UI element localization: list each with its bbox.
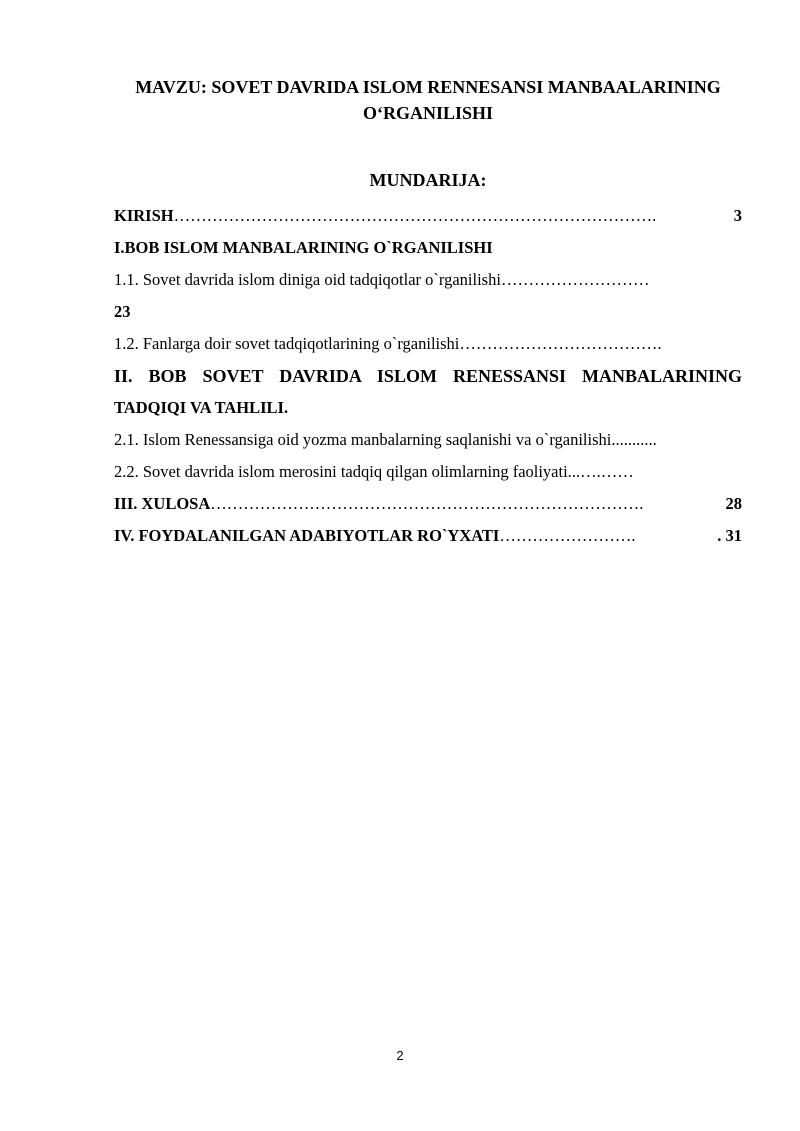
toc-entry-adabiyotlar[interactable]	[114, 520, 742, 552]
toc-entry-label: III. XULOSA	[114, 494, 211, 513]
toc-page-number: . 31	[717, 526, 742, 545]
toc-entry-label: I.BOB ISLOM MANBALARINING O`RGANILISHI	[114, 238, 493, 257]
table-of-contents	[114, 200, 742, 552]
toc-entry-label: IV. FOYDALANILGAN ADABIYOTLAR RO`YXATI	[114, 526, 500, 545]
toc-leader-dots: …………………….	[499, 526, 636, 545]
toc-entry-2-1[interactable]	[114, 424, 742, 456]
toc-entry-chapter-1[interactable]	[114, 232, 742, 264]
contents-heading: MUNDARIJA:	[369, 170, 487, 190]
toc-leader-dots: ……………………………….	[459, 334, 662, 353]
toc-entry-chapter-2[interactable]	[114, 360, 742, 392]
toc-entry-label-continued: TADQIQI VA TAHLILI.	[114, 398, 289, 417]
toc-entry-kirish[interactable]	[114, 200, 742, 232]
toc-leader-dots: …………………………………………………………………….	[210, 494, 644, 513]
page-number: 2	[396, 1048, 404, 1063]
toc-leader-dots: ………………………	[500, 270, 650, 289]
toc-entry-label: 2.1. Islom Renessansiga oid yozma manbalarning saqlanishi va o`rganilishi	[114, 430, 612, 449]
toc-entry-1-2[interactable]	[114, 328, 742, 360]
toc-entry-label: II. BOB SOVET DAVRIDA ISLOM RENESSANSI MANBALARINING	[114, 366, 742, 386]
toc-entry-1-1[interactable]	[114, 264, 742, 296]
document-title: MAVZU: SOVET DAVRIDA ISLOM RENNESANSI MANBAALARINING O‘RGANILISHI	[135, 77, 721, 123]
toc-entry-2-2[interactable]	[114, 456, 742, 488]
toc-page-number: 23	[114, 302, 131, 321]
toc-page-number: 3	[733, 206, 742, 225]
toc-page-number: 28	[725, 494, 742, 513]
toc-leader-dots: ..….……	[571, 462, 634, 481]
toc-entry-label: 1.1. Sovet davrida islom diniga oid tadqiqotlar o`rganilishi	[114, 270, 501, 289]
toc-entry-chapter-2-line2[interactable]	[114, 392, 742, 424]
toc-leader-dots: …………………………………………………………………………….	[173, 206, 657, 225]
toc-entry-xulosa[interactable]	[114, 488, 742, 520]
toc-entry-label: 1.2. Fanlarga doir sovet tadqiqotlarining o`rganilishi	[114, 334, 460, 353]
toc-leader-dots: ...........	[611, 430, 657, 449]
toc-entry-label: KIRISH	[114, 206, 174, 225]
toc-entry-1-1-page	[114, 296, 742, 328]
toc-entry-label: 2.2. Sovet davrida islom merosini tadqiq qilgan olimlarning faoliyati.	[114, 462, 572, 481]
